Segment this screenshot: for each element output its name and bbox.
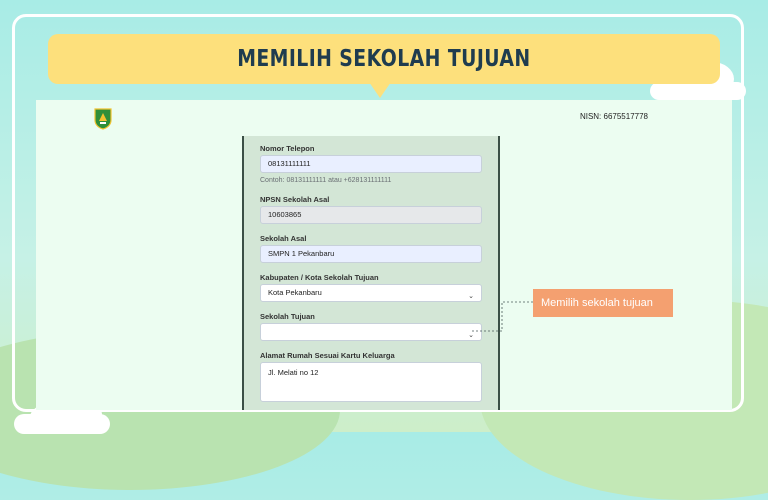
regency-selected-value: Kota Pekanbaru: [268, 288, 322, 297]
target-school-select[interactable]: [260, 323, 482, 341]
address-textarea[interactable]: Jl. Melati no 12: [260, 362, 482, 402]
chevron-down-icon: ⌄: [468, 293, 474, 300]
target-school-label: Sekolah Tujuan: [260, 312, 315, 321]
phone-hint: Contoh: 08131111111 atau +628131111111: [260, 177, 392, 184]
chevron-down-icon: ⌄: [468, 332, 474, 339]
npsn-label: NPSN Sekolah Asal: [260, 195, 330, 204]
regional-emblem-icon: [94, 108, 112, 130]
origin-school-input[interactable]: SMPN 1 Pekanbaru: [260, 245, 482, 263]
title-banner: [48, 34, 720, 84]
nisn-label: NISN: 6675517778: [579, 112, 648, 121]
address-label: Alamat Rumah Sesuai Kartu Keluarga: [260, 351, 395, 360]
npsn-input: 10603865: [260, 206, 482, 224]
phone-label: Nomor Telepon: [260, 144, 315, 153]
app-screen: [36, 100, 732, 410]
registration-form: [242, 136, 500, 410]
slide-title: MEMILIH SEKOLAH TUJUAN: [237, 46, 531, 72]
callout-connector: [470, 300, 534, 334]
origin-school-label: Sekolah Asal: [260, 234, 307, 243]
regency-select[interactable]: [260, 284, 482, 302]
regency-label: Kabupaten / Kota Sekolah Tujuan: [260, 273, 379, 282]
phone-input[interactable]: 08131111111: [260, 155, 482, 173]
banner-pointer: [369, 82, 391, 98]
callout-label: Memilih sekolah tujuan: [533, 289, 673, 317]
